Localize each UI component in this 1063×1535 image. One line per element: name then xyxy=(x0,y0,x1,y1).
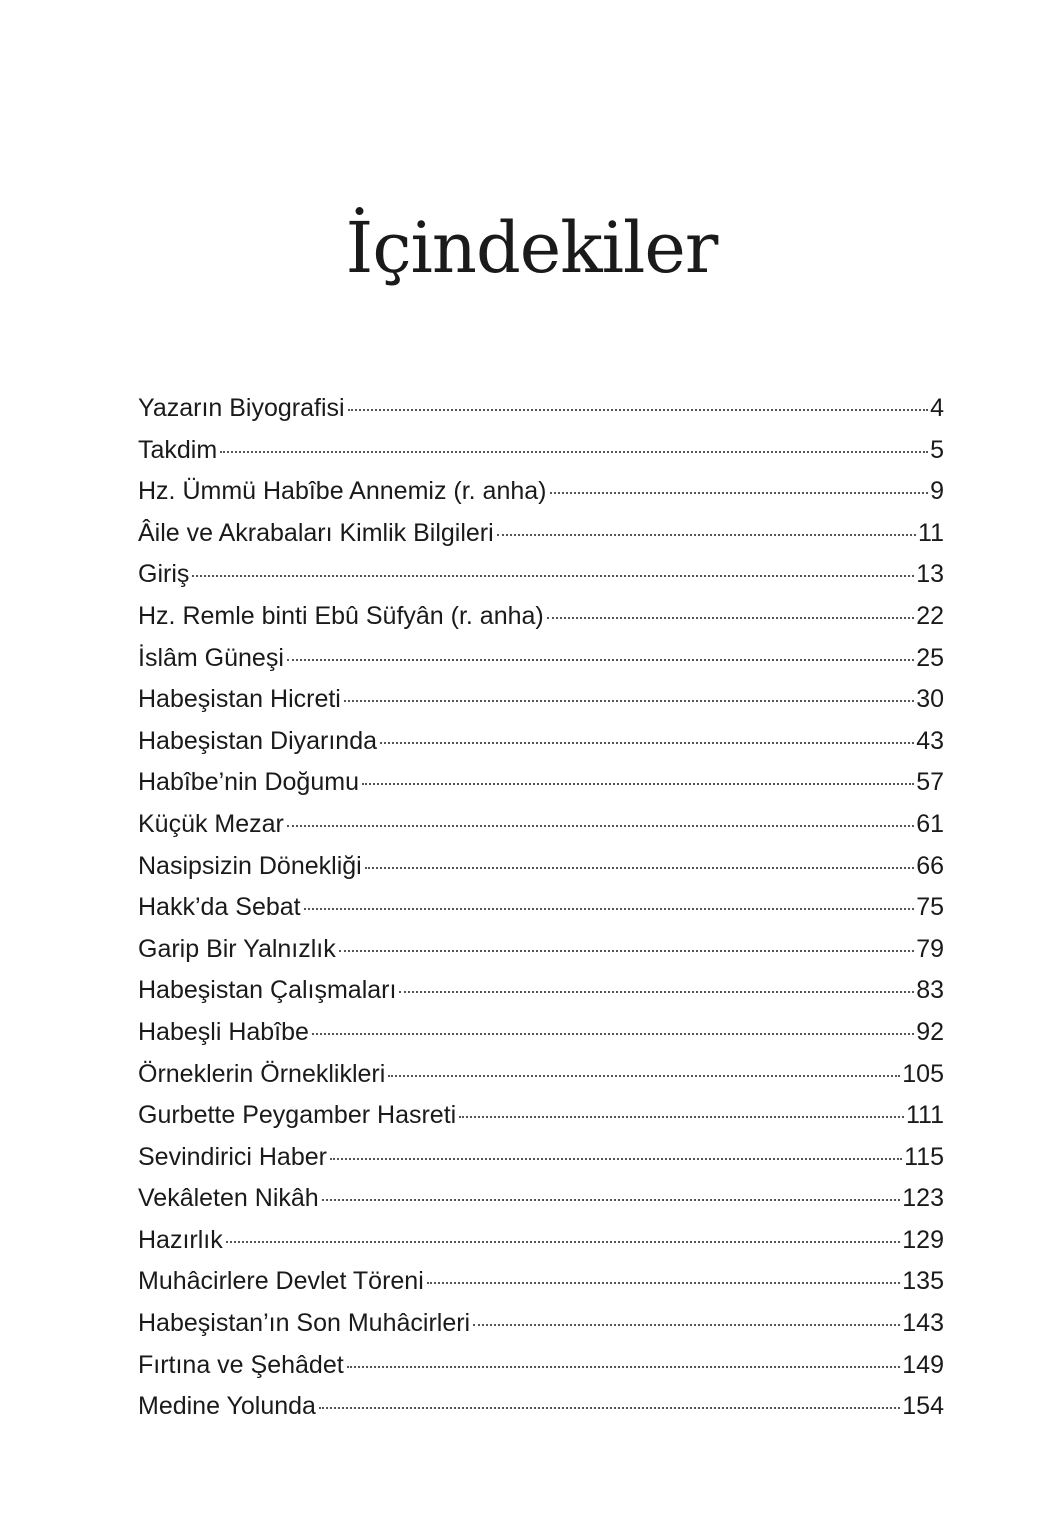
toc-entry-page-number: 154 xyxy=(902,1392,944,1421)
toc-entry-label: Hazırlık xyxy=(138,1225,223,1254)
dot-leader xyxy=(550,492,929,494)
toc-entry xyxy=(138,1303,944,1345)
dot-leader xyxy=(365,867,914,869)
toc-entry-label: Nasipsizin Dönekliği xyxy=(138,851,362,880)
toc-entry-page-number: 4 xyxy=(930,394,944,422)
toc-entry xyxy=(138,471,944,513)
dot-leader xyxy=(330,1158,902,1160)
dot-leader xyxy=(220,451,928,453)
table-of-contents xyxy=(138,388,944,1428)
toc-entry xyxy=(138,1261,944,1303)
toc-entry-page-number: 83 xyxy=(916,976,944,1005)
dot-leader xyxy=(459,1116,904,1118)
toc-entry-label: İslâm Güneşi xyxy=(138,643,284,672)
dot-leader xyxy=(322,1199,901,1201)
dot-leader xyxy=(347,1366,901,1368)
toc-entry-label: Hakk’da Sebat xyxy=(138,893,301,922)
toc-entry-label: Hz. Ümmü Habîbe Annemiz (r. anha) xyxy=(138,477,547,506)
toc-entry-label: Muhâcirlere Devlet Töreni xyxy=(138,1267,424,1296)
page-title: İçindekiler xyxy=(345,207,718,289)
dot-leader xyxy=(344,700,914,702)
toc-entry-label: Medine Yolunda xyxy=(138,1392,316,1421)
dot-leader xyxy=(380,742,914,744)
toc-entry-page-number: 92 xyxy=(916,1017,944,1046)
toc-entry xyxy=(138,1178,944,1220)
toc-entry-page-number: 9 xyxy=(930,477,944,506)
toc-entry xyxy=(138,1220,944,1262)
toc-entry-page-number: 105 xyxy=(902,1059,944,1088)
toc-entry-label: Habeşistan’ın Son Muhâcirleri xyxy=(138,1309,471,1338)
toc-entry-page-number: 5 xyxy=(930,435,944,464)
toc-entry-page-number: 79 xyxy=(916,934,944,963)
toc-entry-label: Habeşistan Hicreti xyxy=(138,685,341,714)
toc-entry-label: Takdim xyxy=(138,435,218,464)
toc-entry xyxy=(138,846,944,888)
toc-entry xyxy=(138,1386,944,1428)
toc-entry-page-number: 149 xyxy=(902,1350,944,1379)
dot-leader xyxy=(348,409,929,411)
toc-entry-page-number: 66 xyxy=(916,851,944,880)
toc-entry xyxy=(138,721,944,763)
toc-entry xyxy=(138,638,944,680)
toc-entry-label: Habeşistan Diyarında xyxy=(138,726,378,755)
dot-leader xyxy=(427,1282,901,1284)
dot-leader xyxy=(287,659,914,661)
dot-leader xyxy=(339,950,914,952)
toc-entry-label: Âile ve Akrabaları Kimlik Bilgileri xyxy=(138,518,494,547)
dot-leader xyxy=(304,908,915,910)
toc-entry xyxy=(138,804,944,846)
toc-entry xyxy=(138,1012,944,1054)
toc-entry-label: Habîbe’nin Doğumu xyxy=(138,768,359,797)
toc-entry xyxy=(138,513,944,555)
toc-entry-page-number: 75 xyxy=(916,893,944,922)
toc-entry-page-number: 30 xyxy=(916,685,944,714)
toc-entry-label: Habeşistan Çalışmaları xyxy=(138,976,397,1005)
toc-entry-page-number: 135 xyxy=(902,1267,944,1296)
toc-entry xyxy=(138,887,944,929)
dot-leader xyxy=(319,1407,900,1409)
dot-leader xyxy=(497,534,916,536)
toc-entry-label: Fırtına ve Şehâdet xyxy=(138,1350,344,1379)
toc-entry xyxy=(138,1137,944,1179)
toc-entry-label: Habeşli Habîbe xyxy=(138,1017,309,1046)
toc-entry xyxy=(138,1095,944,1137)
toc-entry-page-number: 123 xyxy=(902,1184,944,1213)
dot-leader xyxy=(226,1241,901,1243)
toc-entry xyxy=(138,1345,944,1387)
toc-entry-page-number: 129 xyxy=(902,1225,944,1254)
toc-entry-label: Giriş xyxy=(138,560,190,589)
dot-leader xyxy=(192,575,914,577)
dot-leader xyxy=(388,1075,900,1077)
toc-entry xyxy=(138,596,944,638)
toc-entry-label: Gurbette Peygamber Hasreti xyxy=(138,1101,457,1130)
toc-entry-label: Yazarın Biyografisi xyxy=(138,394,345,422)
toc-entry-page-number: 111 xyxy=(905,1101,944,1130)
toc-entry-label: Küçük Mezar xyxy=(138,809,284,838)
toc-entry xyxy=(138,679,944,721)
toc-entry-label: Garip Bir Yalnızlık xyxy=(138,934,336,963)
toc-entry-page-number: 13 xyxy=(916,560,944,589)
toc-entry xyxy=(138,929,944,971)
toc-entry-label: Hz. Remle binti Ebû Süfyân (r. anha) xyxy=(138,601,544,630)
dot-leader xyxy=(399,991,914,993)
dot-leader xyxy=(473,1324,900,1326)
toc-entry xyxy=(138,554,944,596)
toc-entry-page-number: 115 xyxy=(904,1142,944,1171)
toc-entry-page-number: 61 xyxy=(916,809,944,838)
dot-leader xyxy=(312,1033,914,1035)
toc-entry-page-number: 11 xyxy=(918,518,944,547)
toc-entry xyxy=(138,1054,944,1096)
toc-entry-page-number: 57 xyxy=(916,768,944,797)
toc-entry-label: Örneklerin Örneklikleri xyxy=(138,1059,386,1088)
dot-leader xyxy=(362,783,914,785)
toc-entry-page-number: 22 xyxy=(916,601,944,630)
toc-entry xyxy=(138,970,944,1012)
dot-leader xyxy=(547,617,914,619)
toc-entry xyxy=(138,388,944,430)
toc-entry-label: Sevindirici Haber xyxy=(138,1142,327,1171)
toc-entry-page-number: 43 xyxy=(916,726,944,755)
toc-entry xyxy=(138,762,944,804)
toc-entry xyxy=(138,430,944,472)
toc-entry-label: Vekâleten Nikâh xyxy=(138,1184,319,1213)
toc-entry-page-number: 143 xyxy=(902,1309,944,1338)
dot-leader xyxy=(287,825,914,827)
toc-entry-page-number: 25 xyxy=(916,643,944,672)
